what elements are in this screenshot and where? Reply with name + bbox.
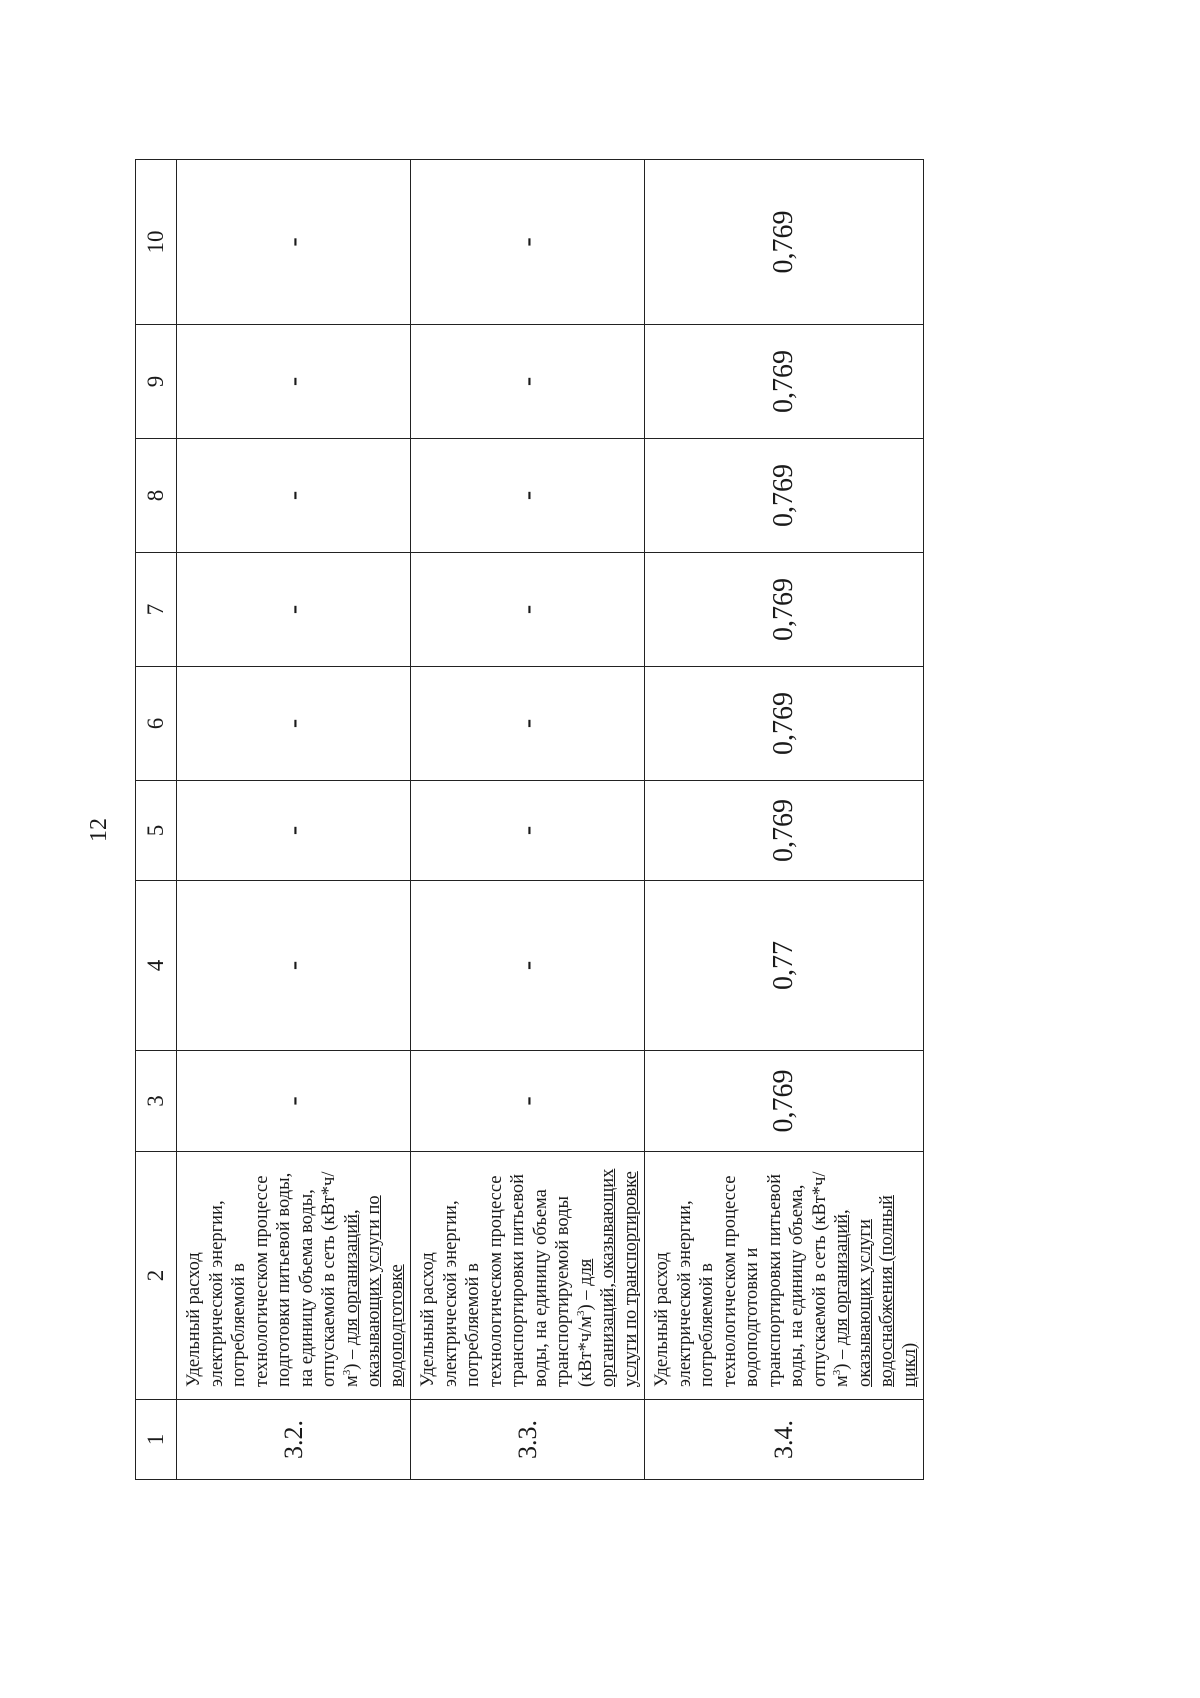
value-cell: 0,77 xyxy=(645,881,924,1051)
header-cell: 1 xyxy=(136,1400,177,1480)
row-description xyxy=(411,1152,645,1400)
row-description xyxy=(177,1152,411,1400)
unit-superscript: 3 xyxy=(574,1310,587,1317)
value-cell: - xyxy=(411,781,645,881)
table-container xyxy=(135,160,920,1480)
value-cell: - xyxy=(177,553,411,667)
row-description xyxy=(645,1152,924,1400)
value-cell: 0,769 xyxy=(645,325,924,439)
header-cell: 2 xyxy=(136,1152,177,1400)
header-cell: 8 xyxy=(136,439,177,553)
row-number: 3.4. xyxy=(645,1400,924,1480)
value-cell: - xyxy=(177,160,411,325)
value-cell: - xyxy=(177,667,411,781)
value-cell: - xyxy=(177,1051,411,1152)
value-cell: - xyxy=(411,1051,645,1152)
description-text: ) – xyxy=(575,1285,596,1311)
row-number: 3.3. xyxy=(411,1400,645,1480)
indicators-table xyxy=(135,159,924,1480)
description-text: Удельный расход электрической энергии, потребляемой в технологическом процессе водоподготовки и транспортировки питьевой воды, на единицу объема, отпускаемой в сеть (кВт*ч/м xyxy=(652,1171,852,1387)
description-text: Удельный расход электрической энергии, потребляемой в технологическом процессе транспортировки питьевой воды, на единицу объема транспортируемой воды (кВт*ч/м xyxy=(418,1173,596,1387)
description-text: ) – xyxy=(832,1345,852,1370)
description-text: Удельный расход электрической энергии, потребляемой в технологическом процессе подготовки питьевой воды, на единицу объема воды, отпускаемой в сеть (кВт*ч/м xyxy=(184,1171,362,1387)
value-cell: - xyxy=(177,881,411,1051)
row-number: 3.2. xyxy=(177,1400,411,1480)
value-cell: - xyxy=(411,160,645,325)
header-cell: 10 xyxy=(136,160,177,325)
value-cell: 0,769 xyxy=(645,439,924,553)
header-cell: 9 xyxy=(136,325,177,439)
value-cell: - xyxy=(411,439,645,553)
value-cell: 0,769 xyxy=(645,160,924,325)
value-cell: - xyxy=(177,439,411,553)
value-cell: - xyxy=(177,781,411,881)
description-text: ) – xyxy=(341,1345,362,1370)
page-number: 12 xyxy=(86,818,112,842)
table-row xyxy=(177,160,411,1480)
value-cell: 0,769 xyxy=(645,1051,924,1152)
header-row xyxy=(136,160,177,1480)
table-row xyxy=(645,160,924,1480)
table-row xyxy=(411,160,645,1480)
value-cell: - xyxy=(411,881,645,1051)
value-cell: - xyxy=(411,667,645,781)
value-cell: - xyxy=(411,553,645,667)
value-cell: - xyxy=(411,325,645,439)
description-underlined: для организаций, оказывающих услуги по транспортировке xyxy=(575,1168,641,1387)
header-cell: 5 xyxy=(136,781,177,881)
value-cell: 0,769 xyxy=(645,667,924,781)
unit-superscript: 3 xyxy=(340,1369,353,1376)
header-cell: 6 xyxy=(136,667,177,781)
value-cell: - xyxy=(177,325,411,439)
value-cell: 0,769 xyxy=(645,553,924,667)
header-cell: 4 xyxy=(136,881,177,1051)
header-cell: 3 xyxy=(136,1051,177,1152)
unit-superscript: 3 xyxy=(830,1369,843,1376)
header-cell: 7 xyxy=(136,553,177,667)
description-underlined: для организаций, оказывающих услуги водоснабжения (полный цикл) xyxy=(832,1195,920,1387)
value-cell: 0,769 xyxy=(645,781,924,881)
description-underlined: для организаций, оказывающих услуги по водоподготовке xyxy=(341,1195,407,1387)
